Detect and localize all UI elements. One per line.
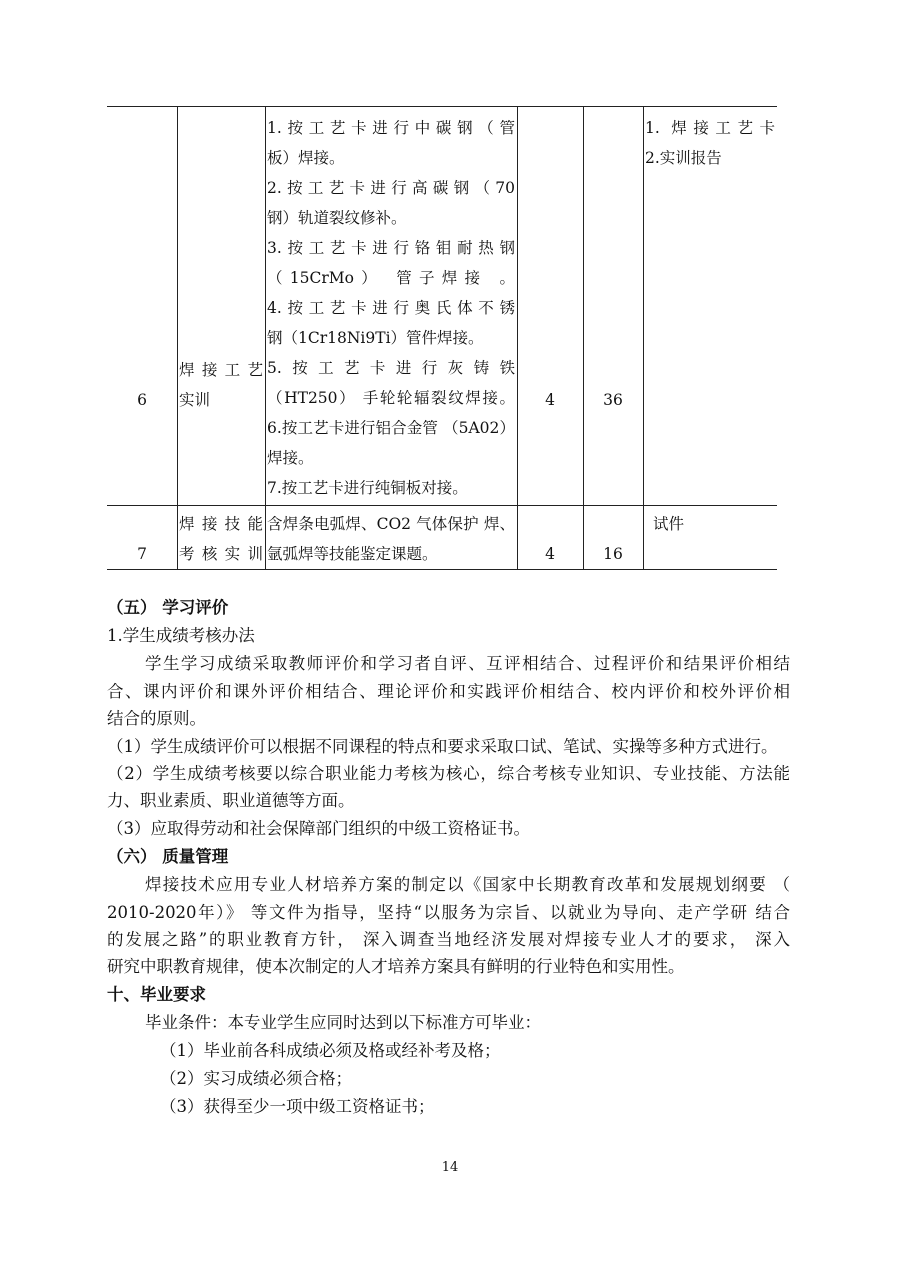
- table-col-divider: [177, 107, 178, 569]
- row-6-number: 6: [137, 391, 147, 409]
- section-5-subheading: 1.学生成绩考核办法: [107, 626, 255, 645]
- page-number: 14: [441, 1160, 459, 1175]
- row-7-course-name: 焊接技能 考核实训: [179, 515, 263, 563]
- row-6-content: 1.按工艺卡进行中碳钢（管 板）焊接。 2.按工艺卡进行高碳钢（70 钢）轨道裂纹修补。 3.按工艺卡进行铬钼耐热钢 （15CrMo） 管子焊接 。 4.按工艺卡进行奥氏体不锈 钢（1Cr18Ni9Ti）管件焊接。 5.按工艺卡进行灰铸铁 （HT250） 手轮轮辐裂纹焊接。 6.按工艺卡进行铝合金管 （5A02） 焊接。 7.按工艺卡进行纯铜板对接。: [267, 119, 515, 497]
- paragraph-line: 研究中职教育规律，使本次制定的人才培养方案具有鲜明的行业特色和实用性。: [107, 957, 685, 976]
- row-7-hours: 16: [603, 545, 623, 563]
- paragraph-line: 合、课内评价和课外评价相结合、理论评价和实践评价相结合、校内评价和校外评价相: [107, 682, 790, 701]
- list-item: （1）毕业前各科成绩必须及格或经补考及格；: [160, 1041, 501, 1060]
- row-7-number: 7: [137, 545, 147, 563]
- list-item: （2）实习成绩必须合格；: [160, 1069, 352, 1088]
- table-col-divider: [517, 107, 518, 569]
- row-7-credit: 4: [545, 545, 555, 563]
- graduation-intro: 毕业条件：本专业学生应同时达到以下标准方可毕业：: [145, 1013, 541, 1032]
- course-table: [107, 106, 777, 570]
- row-6-hours: 36: [603, 391, 623, 409]
- list-item: （2）学生成绩考核要以综合职业能力考核为核心，综合考核专业知识、专业技能、方法能: [107, 764, 790, 783]
- list-item: （3）获得至少一项中级工资格证书；: [160, 1097, 435, 1116]
- table-col-divider: [583, 107, 584, 569]
- paragraph-line: 焊接技术应用专业人材培养方案的制定以《国家中长期教育改革和发展规划纲要 （: [145, 875, 790, 894]
- table-row-divider: [107, 505, 777, 506]
- paragraph-line: 学生学习成绩采取教师评价和学习者自评、互评相结合、过程评价和结果评价相结: [145, 654, 790, 673]
- section-10-heading: 十、毕业要求: [107, 985, 206, 1004]
- list-item-continuation: 力、职业素质、职业道德等方面。: [107, 791, 355, 810]
- row-7-content: 含焊条电弧焊、CO2 气体保护 焊、 氩弧焊等技能鉴定课题。: [267, 515, 515, 563]
- list-item: （1）学生成绩评价可以根据不同课程的特点和要求采取口试、笔试、实操等多种方式进行。: [107, 737, 778, 756]
- row-7-assessment: 试件: [653, 515, 685, 533]
- row-6-credit: 4: [545, 391, 555, 409]
- row-6-course-name: 焊接工艺 实训: [179, 361, 263, 409]
- section-6-heading: （六） 质量管理: [107, 847, 229, 866]
- table-col-divider: [643, 107, 644, 569]
- list-item: （3）应取得劳动和社会保障部门组织的中级工资格证书。: [107, 819, 530, 838]
- paragraph-line: 结合的原则。: [107, 709, 206, 728]
- section-5-heading: （五） 学习评价: [107, 598, 229, 617]
- row-6-assessment: 1. 焊接工艺卡 2.实训报告: [645, 119, 775, 167]
- paragraph-line: 的发展之路”的职业教育方针， 深入调查当地经济发展对焊接专业人才的要求， 深入: [107, 930, 790, 949]
- paragraph-line: 2010-2020年）》 等文件为指导，坚持“以服务为宗旨、以就业为导向、走产学研 结合: [107, 903, 790, 922]
